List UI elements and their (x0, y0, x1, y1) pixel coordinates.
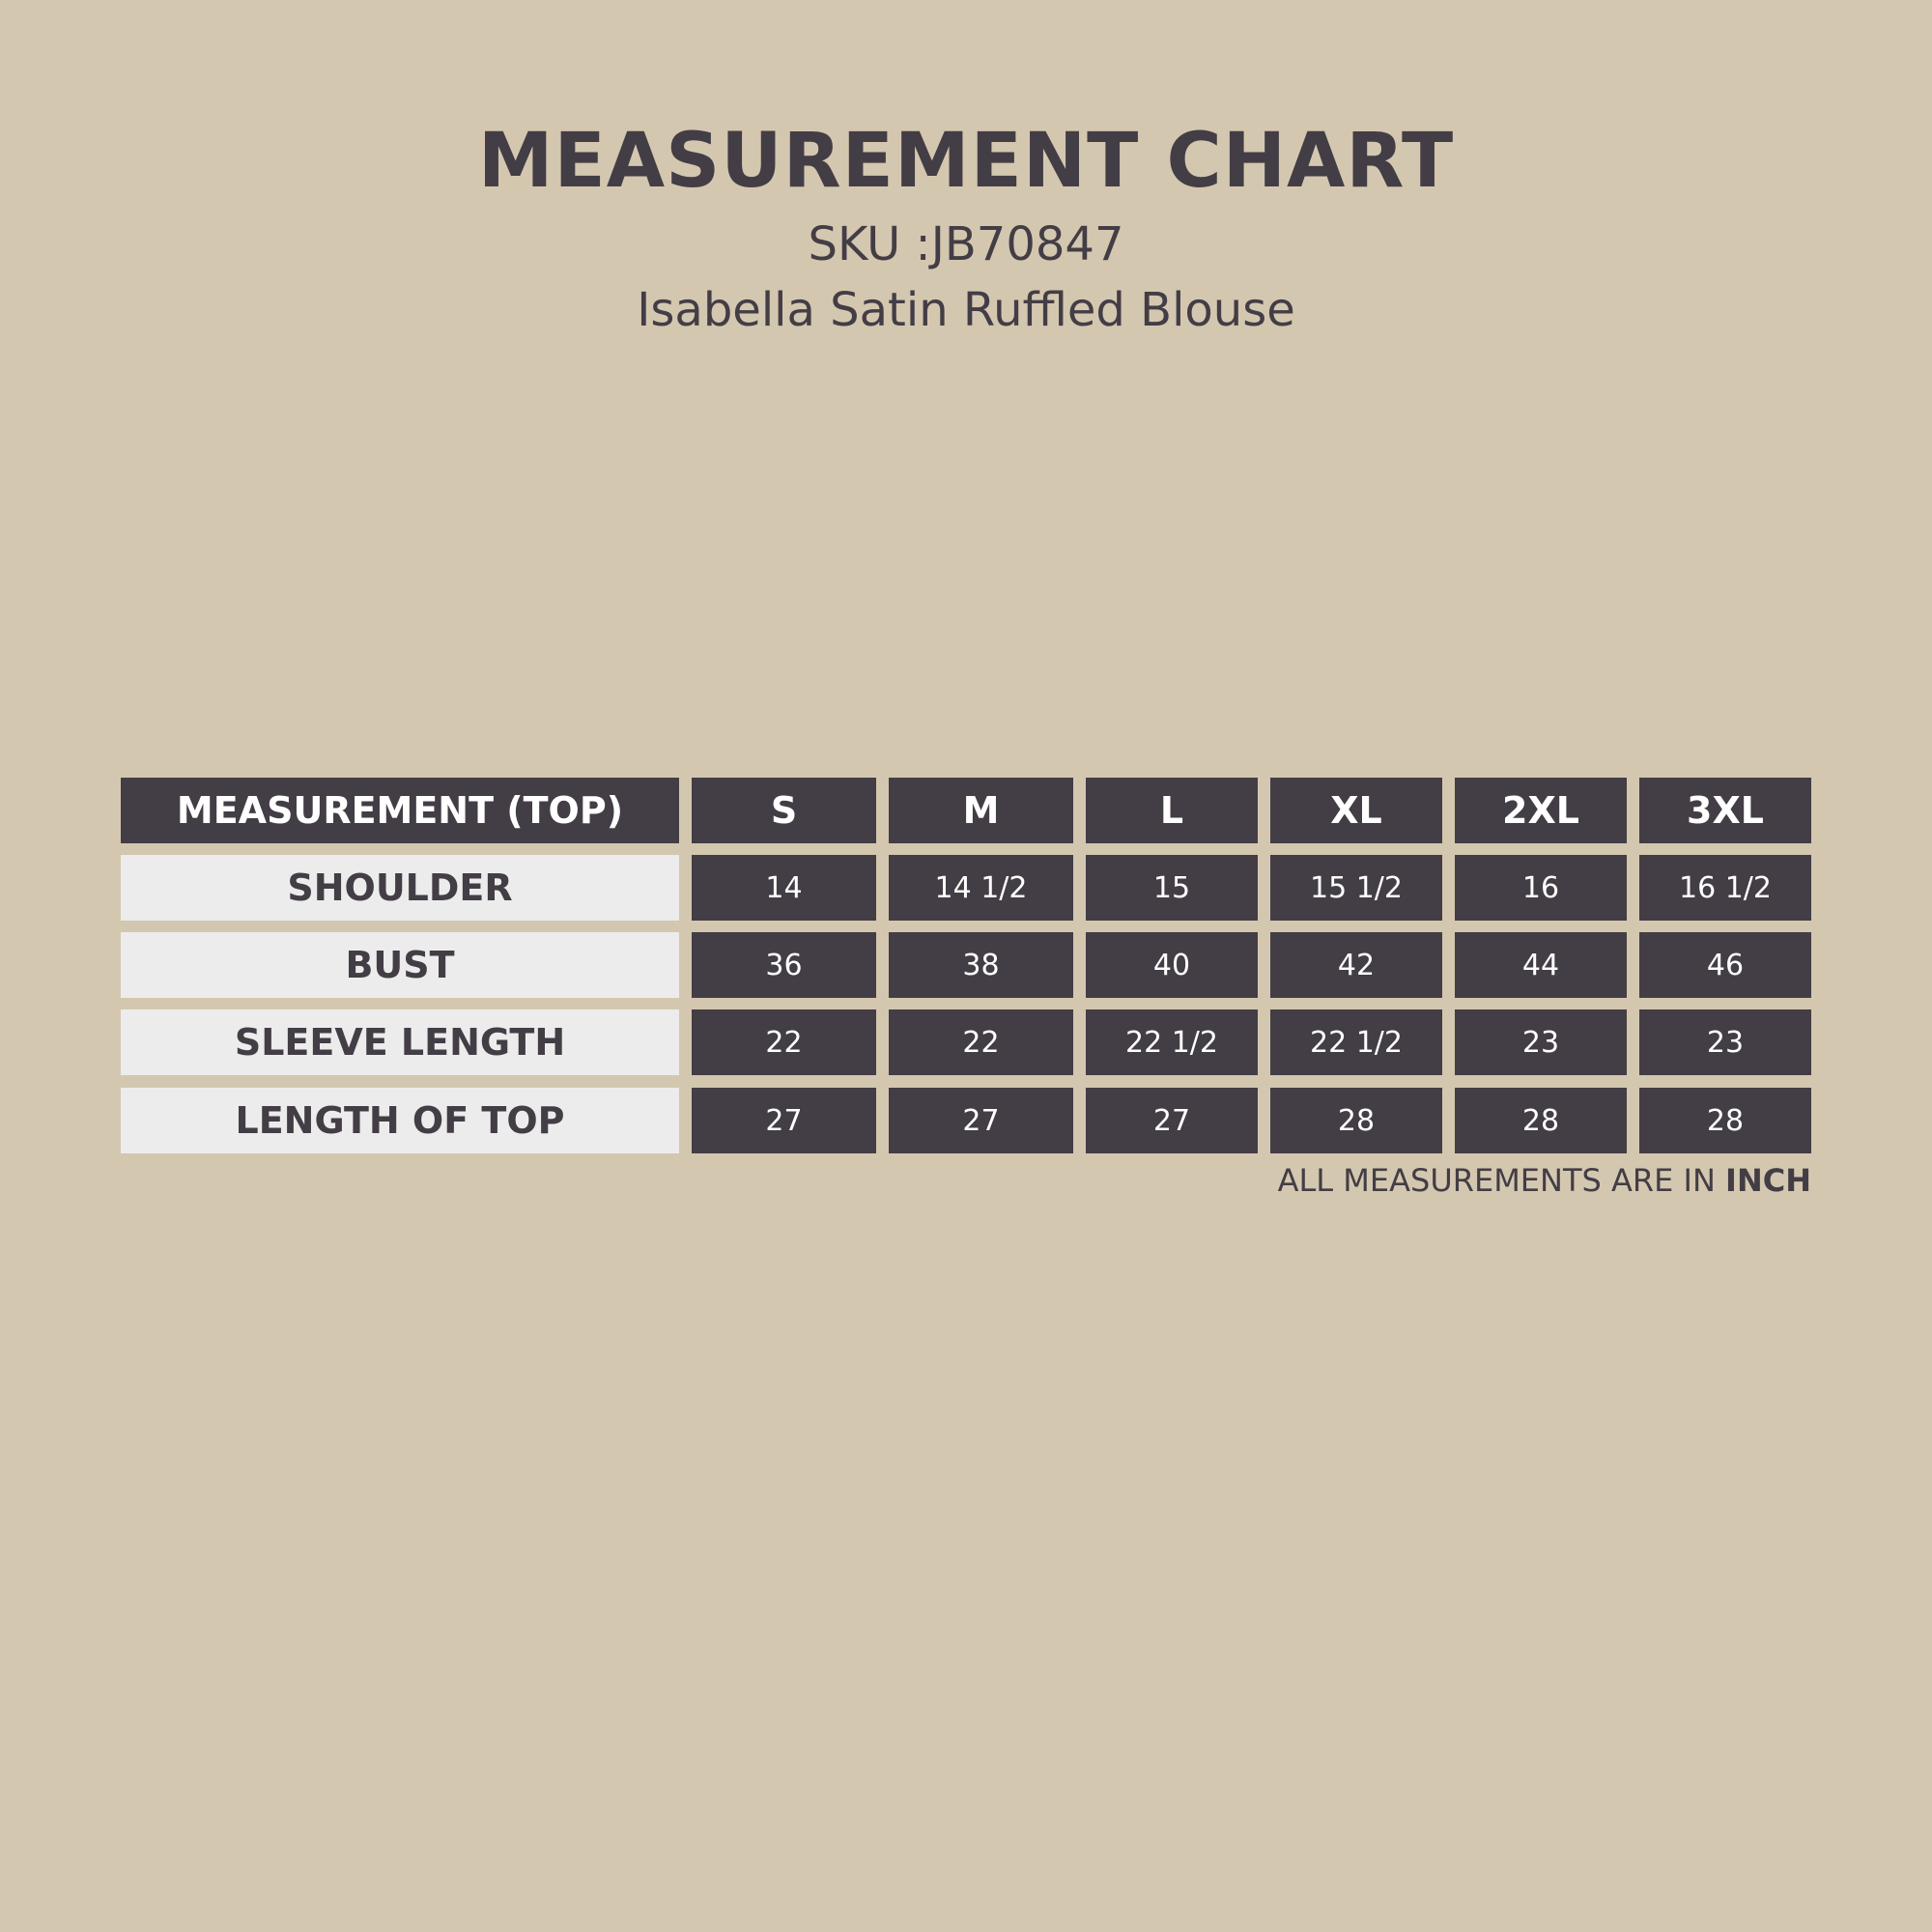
table-cell: 27 (889, 1088, 1073, 1153)
table-cell: 14 1/2 (889, 855, 1073, 921)
table-cell: 46 (1639, 932, 1811, 998)
table-cell: 28 (1639, 1088, 1811, 1153)
table-cell: 15 1/2 (1270, 855, 1442, 921)
table-cell: 23 (1639, 1009, 1811, 1075)
table-cell: 27 (692, 1088, 876, 1153)
product-name: Isabella Satin Ruffled Blouse (637, 283, 1295, 337)
page-title: MEASUREMENT CHART (477, 118, 1455, 205)
table-cell: 42 (1270, 932, 1442, 998)
row-label-shoulder: SHOULDER (121, 855, 679, 921)
table-cell: 36 (692, 932, 876, 998)
row-label-length-of-top: LENGTH OF TOP (121, 1088, 679, 1153)
header-measurement-label: MEASUREMENT (TOP) (121, 778, 679, 843)
footnote-unit: INCH (1725, 1162, 1811, 1199)
sku-label: SKU :JB70847 (808, 217, 1124, 271)
row-label-sleeve-length: SLEEVE LENGTH (121, 1009, 679, 1075)
header-size-xl: XL (1270, 778, 1442, 843)
table-cell: 28 (1455, 1088, 1627, 1153)
table-cell: 22 1/2 (1086, 1009, 1258, 1075)
table-cell: 14 (692, 855, 876, 921)
row-label-bust: BUST (121, 932, 679, 998)
table-cell: 16 (1455, 855, 1627, 921)
table-cell: 40 (1086, 932, 1258, 998)
header-size-m: M (889, 778, 1073, 843)
table-cell: 16 1/2 (1639, 855, 1811, 921)
header-size-l: L (1086, 778, 1258, 843)
table-cell: 15 (1086, 855, 1258, 921)
table-cell: 27 (1086, 1088, 1258, 1153)
table-cell: 22 (889, 1009, 1073, 1075)
header-size-2xl: 2XL (1455, 778, 1627, 843)
header-size-s: S (692, 778, 876, 843)
table-cell: 22 (692, 1009, 876, 1075)
footnote-prefix: ALL MEASUREMENTS ARE IN (1277, 1162, 1726, 1199)
table-cell: 23 (1455, 1009, 1627, 1075)
table-cell: 38 (889, 932, 1073, 998)
table-cell: 22 1/2 (1270, 1009, 1442, 1075)
units-footnote (1278, 1157, 1811, 1204)
table-cell: 28 (1270, 1088, 1442, 1153)
header-size-3xl: 3XL (1639, 778, 1811, 843)
table-cell: 44 (1455, 932, 1627, 998)
